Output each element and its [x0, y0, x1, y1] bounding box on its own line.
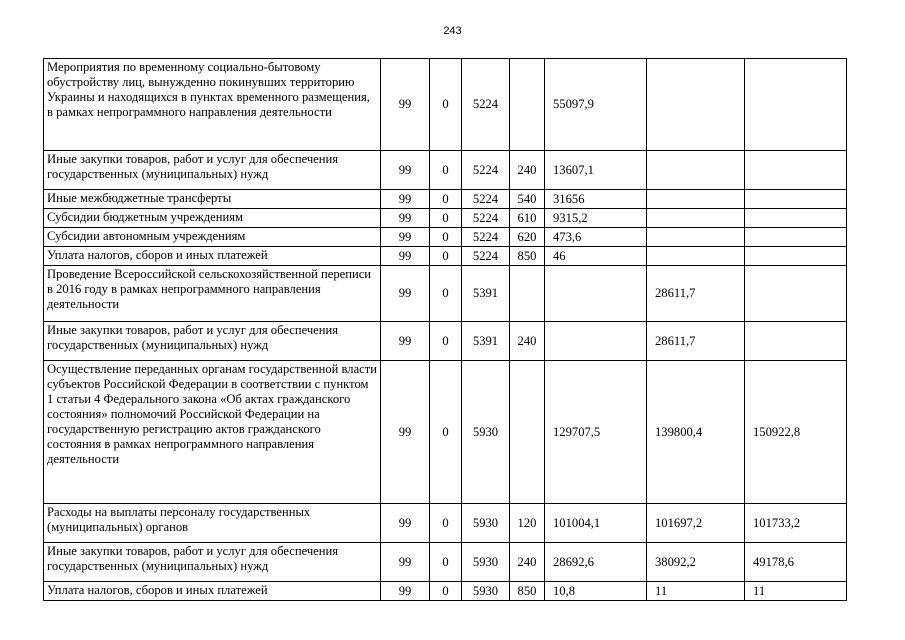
cell-code-3: 5391	[462, 266, 510, 322]
cell-code-3: 5224	[462, 190, 510, 209]
cell-code-2: 0	[430, 582, 462, 601]
cell-value-2: 28611,7	[647, 266, 745, 322]
cell-value-1: 129707,5	[545, 361, 647, 504]
row-name: Иные закупки товаров, работ и услуг для обеспечения государственных (муниципальных) нужд	[44, 543, 381, 582]
cell-value-3: 49178,6	[745, 543, 847, 582]
cell-code-3: 5391	[462, 322, 510, 361]
cell-code-4: 850	[510, 582, 545, 601]
cell-code-4: 120	[510, 504, 545, 543]
cell-code-4	[510, 59, 545, 151]
cell-code-1: 99	[381, 266, 430, 322]
cell-code-1: 99	[381, 209, 430, 228]
cell-code-4: 610	[510, 209, 545, 228]
cell-code-2: 0	[430, 361, 462, 504]
table-row	[44, 361, 847, 504]
cell-code-4: 540	[510, 190, 545, 209]
cell-value-1: 46	[545, 247, 647, 266]
page-number: 243	[443, 25, 462, 37]
cell-code-4: 240	[510, 543, 545, 582]
cell-value-1	[545, 322, 647, 361]
row-name: Иные закупки товаров, работ и услуг для обеспечения государственных (муниципальных) нужд	[44, 151, 381, 190]
cell-code-2: 0	[430, 228, 462, 247]
cell-value-3: 11	[745, 582, 847, 601]
cell-value-3	[745, 322, 847, 361]
table-row	[44, 151, 847, 190]
cell-value-3	[745, 247, 847, 266]
cell-code-2: 0	[430, 322, 462, 361]
table-row	[44, 228, 847, 247]
cell-code-1: 99	[381, 228, 430, 247]
cell-code-3: 5224	[462, 209, 510, 228]
cell-value-2	[647, 228, 745, 247]
cell-code-4	[510, 361, 545, 504]
cell-value-2	[647, 151, 745, 190]
row-name: Осуществление переданных органам государственной власти субъектов Российской Федерации в соответствии с пунктом 1 статьи 4 Федерального закона «Об актах гражданского состояния» полномочий Российской Федерации на государственную регистрацию актов гражданского состояния в рамках непрограммного направления деятельности	[44, 361, 381, 504]
cell-code-2: 0	[430, 504, 462, 543]
table-row	[44, 59, 847, 151]
cell-code-1: 99	[381, 543, 430, 582]
cell-value-1	[545, 266, 647, 322]
cell-value-1: 55097,9	[545, 59, 647, 151]
cell-value-1: 9315,2	[545, 209, 647, 228]
cell-value-3	[745, 228, 847, 247]
cell-value-3: 150922,8	[745, 361, 847, 504]
cell-code-4: 240	[510, 322, 545, 361]
row-name: Иные закупки товаров, работ и услуг для обеспечения государственных (муниципальных) нужд	[44, 322, 381, 361]
cell-code-1: 99	[381, 361, 430, 504]
cell-code-3: 5224	[462, 228, 510, 247]
cell-code-1: 99	[381, 247, 430, 266]
budget-table	[43, 58, 847, 601]
cell-value-2	[647, 59, 745, 151]
cell-value-3	[745, 209, 847, 228]
cell-code-2: 0	[430, 247, 462, 266]
cell-code-3: 5930	[462, 361, 510, 504]
cell-value-1: 10,8	[545, 582, 647, 601]
row-name: Уплата налогов, сборов и иных платежей	[44, 247, 381, 266]
cell-value-2	[647, 209, 745, 228]
cell-code-2: 0	[430, 209, 462, 228]
cell-code-4: 620	[510, 228, 545, 247]
cell-code-3: 5930	[462, 504, 510, 543]
row-name: Уплата налогов, сборов и иных платежей	[44, 582, 381, 601]
cell-value-1: 473,6	[545, 228, 647, 247]
cell-value-2: 11	[647, 582, 745, 601]
table-row	[44, 209, 847, 228]
table-row	[44, 322, 847, 361]
cell-code-3: 5224	[462, 151, 510, 190]
cell-value-3: 101733,2	[745, 504, 847, 543]
cell-value-2: 101697,2	[647, 504, 745, 543]
cell-code-1: 99	[381, 151, 430, 190]
cell-value-2	[647, 190, 745, 209]
cell-code-4: 850	[510, 247, 545, 266]
cell-code-2: 0	[430, 266, 462, 322]
cell-code-3: 5224	[462, 59, 510, 151]
cell-value-2	[647, 247, 745, 266]
table-row	[44, 543, 847, 582]
cell-code-3: 5930	[462, 543, 510, 582]
cell-code-2: 0	[430, 151, 462, 190]
cell-code-3: 5930	[462, 582, 510, 601]
cell-value-1: 101004,1	[545, 504, 647, 543]
cell-code-4: 240	[510, 151, 545, 190]
cell-value-1: 28692,6	[545, 543, 647, 582]
table-row	[44, 190, 847, 209]
row-name: Субсидии бюджетным учреждениям	[44, 209, 381, 228]
cell-value-3	[745, 190, 847, 209]
cell-code-1: 99	[381, 322, 430, 361]
row-name: Мероприятия по временному социально-бытовому обустройству лиц, вынужденно покинувших территорию Украины и находящихся в пунктах временного размещения, в рамках непрограммного направления деятельности	[44, 59, 381, 151]
cell-value-2: 28611,7	[647, 322, 745, 361]
row-name: Субсидии автономным учреждениям	[44, 228, 381, 247]
cell-code-2: 0	[430, 59, 462, 151]
cell-code-2: 0	[430, 543, 462, 582]
cell-value-2: 139800,4	[647, 361, 745, 504]
cell-value-1: 31656	[545, 190, 647, 209]
row-name: Расходы на выплаты персоналу государственных (муниципальных) органов	[44, 504, 381, 543]
table-row	[44, 247, 847, 266]
cell-code-3: 5224	[462, 247, 510, 266]
cell-code-1: 99	[381, 504, 430, 543]
table-row	[44, 582, 847, 601]
cell-code-1: 99	[381, 190, 430, 209]
cell-code-1: 99	[381, 59, 430, 151]
table-row	[44, 504, 847, 543]
cell-value-3	[745, 59, 847, 151]
cell-value-1: 13607,1	[545, 151, 647, 190]
cell-code-4	[510, 266, 545, 322]
row-name: Иные межбюджетные трансферты	[44, 190, 381, 209]
cell-value-3	[745, 151, 847, 190]
cell-code-2: 0	[430, 190, 462, 209]
cell-code-1: 99	[381, 582, 430, 601]
row-name: Проведение Всероссийской сельскохозяйственной переписи в 2016 году в рамках непрограммного направления деятельности	[44, 266, 381, 322]
cell-value-2: 38092,2	[647, 543, 745, 582]
table-row	[44, 266, 847, 322]
cell-value-3	[745, 266, 847, 322]
